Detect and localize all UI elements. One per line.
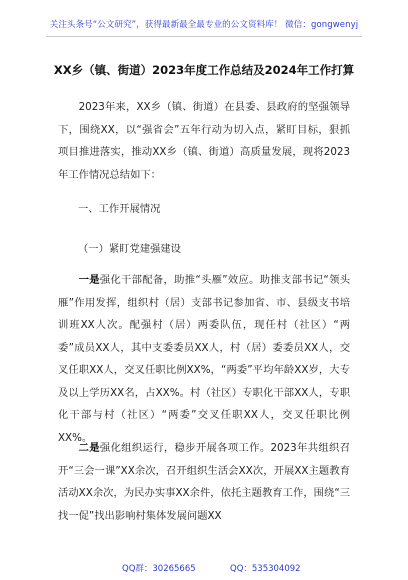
paragraph-1-lead: 一是: [78, 274, 100, 286]
document-title: XX乡（镇、街道）2023年度工作总结及2024年工作打算: [53, 63, 355, 77]
paragraph-2: [58, 437, 350, 527]
paragraph-1-text: 强化干部配备，助推“头雁”效应。助推支部书记“领头雁”作用发挥，组织村（居）支部书记参加省、市、县级支书培训班XX人次。配强村（居）两委队伍，现任村（社区）“两委”成员XX人，其中支委委员XX人，村（居）委委员XX人，交叉任职XX人，交叉任职比例XX%，“两委”平均年龄XX岁，大专及以上学历XX名，占XX%。村（社区）专职化干部XX人，专职化干部与村（社区）“两委”交叉任职XX人，交叉任职比例XX%。: [58, 274, 350, 444]
header-divider: [46, 36, 362, 37]
footer-qq-number: QQ：535304092: [230, 564, 301, 574]
subsection-heading-1: （一）紧盯党建强建设: [78, 243, 181, 255]
paragraph-2-lead: 二是: [78, 442, 100, 454]
header-banner: 关注头条号“公文研究”，获得最新最全最专业的公文资料库！ 微信：gongwenyj: [49, 20, 359, 30]
footer-qq-group: QQ群：30265665: [122, 564, 196, 574]
paragraph-1: [58, 269, 350, 449]
intro-paragraph: [58, 96, 350, 186]
section-heading-1: 一、工作开展情况: [78, 203, 161, 215]
intro-text: 2023年来，XX乡（镇、街道）在县委、县政府的坚强领导下，围绕XX，以“强省会”五年行动为切入点，紧盯目标，狠抓项目推进落实，推动XX乡（镇、街道）高质量发展，现将2023年工作情况总结如下：: [58, 101, 350, 181]
paragraph-2-text: 强化组织运行，稳步开展各项工作。2023年共组织召开“三会一课”XX余次，召开组织生活会XX次，开展XX主题教育活动XX余次，为民办实事XX余件，依托主题教育工作，围绕“三找一促”找出影响村集体发展问题XX: [58, 442, 350, 522]
